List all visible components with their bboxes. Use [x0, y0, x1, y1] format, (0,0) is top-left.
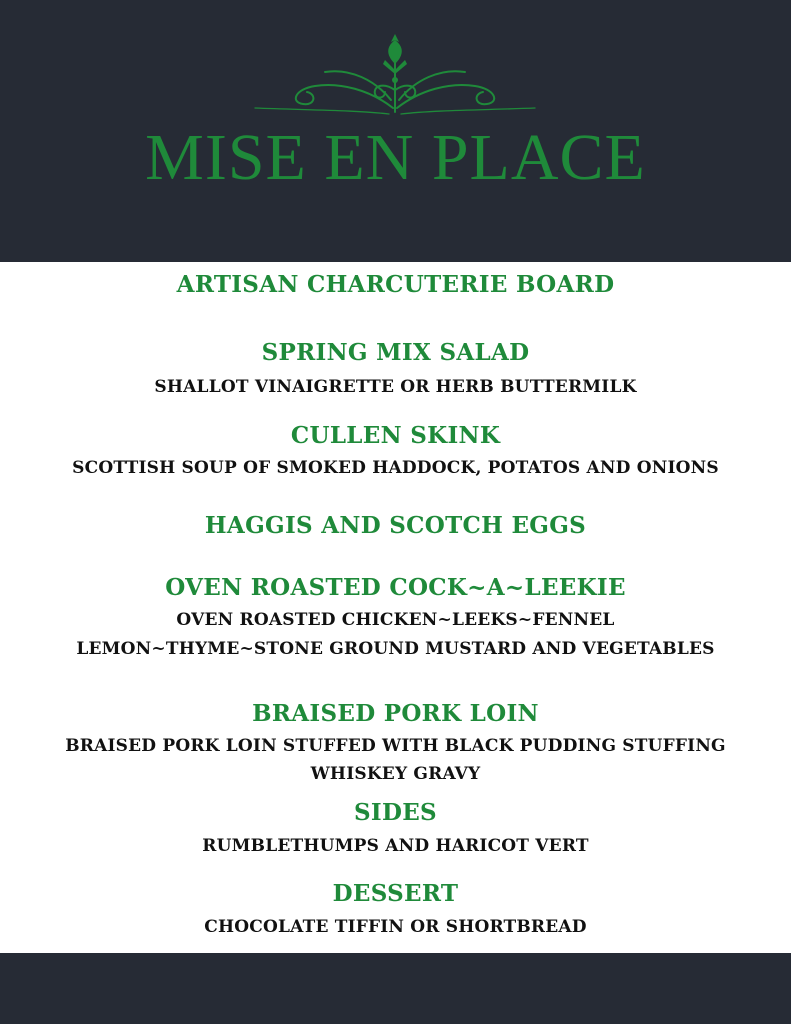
green-flourish-icon [245, 30, 545, 120]
course-soup-description: SCOTTISH SOUP OF SMOKED HADDOCK, POTATOS AND ONIONS [72, 458, 719, 478]
course-chicken-title: OVEN ROASTED COCK~A~LEEKIE [165, 574, 626, 601]
footer-banner [0, 953, 791, 1024]
course-dessert-title: DESSERT [332, 880, 459, 907]
course-pork-description-line2: WHISKEY GRAVY [310, 764, 481, 784]
course-sides-title: SIDES [354, 799, 437, 826]
course-salad-title: SPRING MIX SALAD [261, 339, 530, 366]
course-chicken-description-line2: LEMON~THYME~STONE GROUND MUSTARD AND VEGETABLES [76, 639, 715, 659]
course-soup-title: CULLEN SKINK [290, 422, 501, 449]
header-banner [0, 0, 791, 262]
course-chicken-description-line1: OVEN ROASTED CHICKEN~LEEKS~FENNEL [176, 610, 615, 630]
course-haggis-title: HAGGIS AND SCOTCH EGGS [204, 512, 587, 539]
course-charcuterie-title: ARTISAN CHARCUTERIE BOARD [176, 271, 615, 298]
restaurant-title: MISE EN PLACE [145, 121, 646, 194]
course-pork-description-line1: BRAISED PORK LOIN STUFFED WITH BLACK PUDDING STUFFING [65, 736, 726, 756]
course-pork-title: BRAISED PORK LOIN [252, 700, 539, 727]
course-salad-description: SHALLOT VINAIGRETTE OR HERB BUTTERMILK [154, 377, 637, 397]
course-dessert-description: CHOCOLATE TIFFIN OR SHORTBREAD [204, 917, 587, 937]
course-sides-description: RUMBLETHUMPS AND HARICOT VERT [202, 836, 589, 856]
